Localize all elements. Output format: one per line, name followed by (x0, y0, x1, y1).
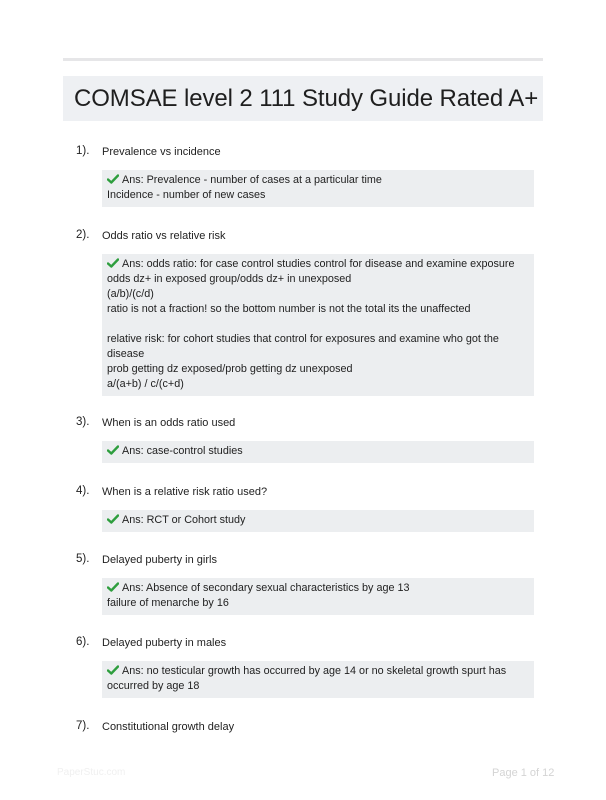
document-title: COMSAE level 2 111 Study Guide Rated A+ (74, 84, 539, 112)
question-number: 7). (76, 720, 90, 732)
check-icon (107, 514, 119, 524)
answer-line: (a/b)/(c/d) (107, 288, 154, 300)
check-icon (107, 174, 119, 184)
answer-box-5 (102, 578, 534, 615)
answer-line: occurred by age 18 (107, 680, 200, 692)
page-number: Page 1 of 12 (492, 767, 555, 779)
question-number: 1). (76, 145, 90, 157)
check-icon (107, 582, 119, 592)
question-text: Delayed puberty in girls (102, 554, 217, 566)
answer-line: Incidence - number of new cases (107, 189, 266, 201)
answer-line: ratio is not a fraction! so the bottom number is not the total its the unaffected (107, 303, 471, 315)
answer-spacer (107, 317, 528, 332)
question-text: Odds ratio vs relative risk (102, 230, 226, 242)
question-number: 3). (76, 416, 90, 428)
check-icon (107, 258, 119, 268)
answer-text: Ans: no testicular growth has occurred by age 14 or no skeletal growth spurt has (122, 665, 507, 677)
answer-box-1 (102, 170, 534, 207)
check-icon (107, 445, 119, 455)
title-banner (63, 76, 543, 121)
answer-box-2 (102, 254, 534, 396)
question-number: 2). (76, 229, 90, 241)
answer-text: Ans: RCT or Cohort study (122, 514, 246, 526)
answer-box-3 (102, 441, 534, 463)
answer-line: relative risk: for cohort studies that control for exposures and examine who got the (107, 333, 499, 345)
footer-watermark: PaperStuc.com (57, 767, 126, 778)
answer-line: odds dz+ in exposed group/odds dz+ in unexposed (107, 273, 352, 285)
answer-line: a/(a+b) / c/(c+d) (107, 378, 184, 390)
answer-box-4 (102, 510, 534, 532)
answer-text: Ans: odds ratio: for case control studies control for disease and examine exposure (122, 258, 515, 270)
question-text: Constitutional growth delay (102, 721, 235, 733)
question-text: When is a relative risk ratio used? (102, 486, 268, 498)
answer-line: disease (107, 348, 145, 360)
question-number: 5). (76, 553, 90, 565)
top-divider (63, 58, 543, 61)
question-text: Delayed puberty in males (102, 637, 227, 649)
question-number: 4). (76, 485, 90, 497)
answer-line: failure of menarche by 16 (107, 597, 229, 609)
answer-text: Ans: Prevalence - number of cases at a particular time (122, 174, 382, 186)
answer-line: prob getting dz exposed/prob getting dz unexposed (107, 363, 353, 375)
answer-box-6 (102, 661, 534, 698)
answer-text: Ans: case-control studies (122, 445, 243, 457)
question-number: 6). (76, 636, 90, 648)
answer-text: Ans: Absence of secondary sexual characteristics by age 13 (122, 582, 410, 594)
question-text: When is an odds ratio used (102, 417, 236, 429)
check-icon (107, 665, 119, 675)
question-text: Prevalence vs incidence (102, 146, 221, 158)
